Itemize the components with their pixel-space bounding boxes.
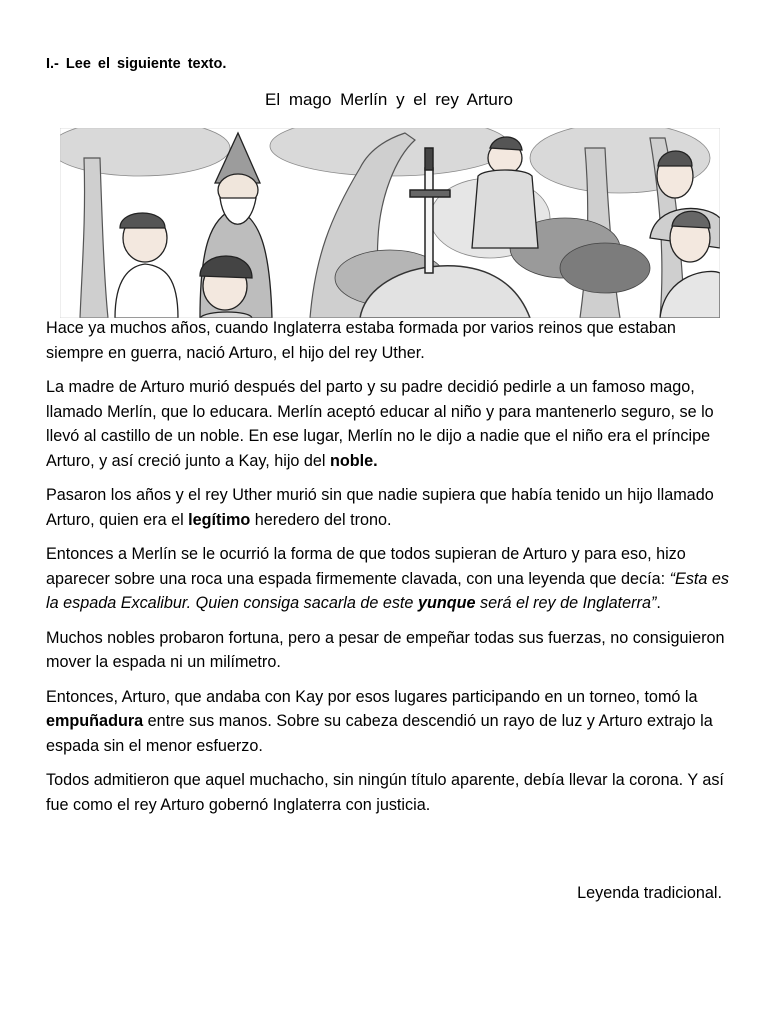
paragraph-text-run: Muchos nobles probaron fortuna, pero a pesar de empeñar todas sus fuerzas, no consiguieron mover la espada ni un milímetro. [46,628,725,671]
story-paragraph [46,316,736,365]
story-paragraph [46,542,736,616]
forest-scene-illustration [60,128,720,318]
paragraph-text-run: Todos admitieron que aquel muchacho, sin ningún título aparente, debía llevar la corona. Y así fue como el rey Arturo gobernó Inglaterra con justicia. [46,771,724,814]
story-title [0,90,768,110]
story-paragraph [46,483,736,532]
story-paragraph [46,685,736,759]
paragraph-text-run: legítimo [188,510,251,529]
source-credit: Leyenda tradicional. [577,884,722,902]
paragraph-text-run: será el rey de Inglaterra” [475,594,657,612]
paragraph-text-run: Entonces a Merlín se le ocurrió la forma de que todos supieran de Arturo y para eso, hizo aparecer sobre una roca una espada firmemente clavada, con una leyenda que decía: [46,545,686,588]
story-title-text: El mago Merlín y el rey Arturo [265,90,513,109]
paragraph-text-run: La madre de Arturo murió después del parto y su padre decidió pedirle a un famoso mago, llamado Merlín, que lo educara. Merlín aceptó educar al niño y para mantenerlo seguro, se lo llevó al castillo de un noble. En ese lugar, Merlín no le dijo a nadie que el niño era el príncipe Arturo, y así creció junto a Kay, hijo del [46,378,714,470]
paragraph-text-run: entre sus manos. Sobre su cabeza descendió un rayo de luz y Arturo extrajo la espada sin el menor esfuerzo. [46,712,713,755]
story-paragraph [46,375,736,473]
paragraph-text-run: “Esta es la espada Excalibur. Quien consiga sacarla de este [46,569,730,612]
story-paragraph [46,768,736,817]
paragraph-text-run: empuñadura [46,712,144,730]
paragraph-text-run: noble. [330,451,378,470]
paragraph-text-run: Entonces, Arturo, que andaba con Kay por esos lugares participando en un torneo, tomó la [46,687,698,706]
paragraph-text-run: Hace ya muchos años, cuando Inglaterra estaba formada por varios reinos que estaban siempre en guerra, nació Arturo, el hijo del rey Uther. [46,319,676,362]
story-paragraph [46,626,736,675]
story-illustration [60,128,720,318]
paragraph-text-run: Pasaron los años y el rey Uther murió sin que nadie supiera que había tenido un hijo llamado Arturo, quien era el [46,486,714,529]
paragraph-text-run: . [656,594,661,612]
paragraph-text-run: heredero del trono. [250,510,392,529]
paragraph-text-run: yunque [417,594,476,612]
instruction-heading: I.- Lee el siguiente texto. [46,56,227,72]
story-body [46,316,736,827]
